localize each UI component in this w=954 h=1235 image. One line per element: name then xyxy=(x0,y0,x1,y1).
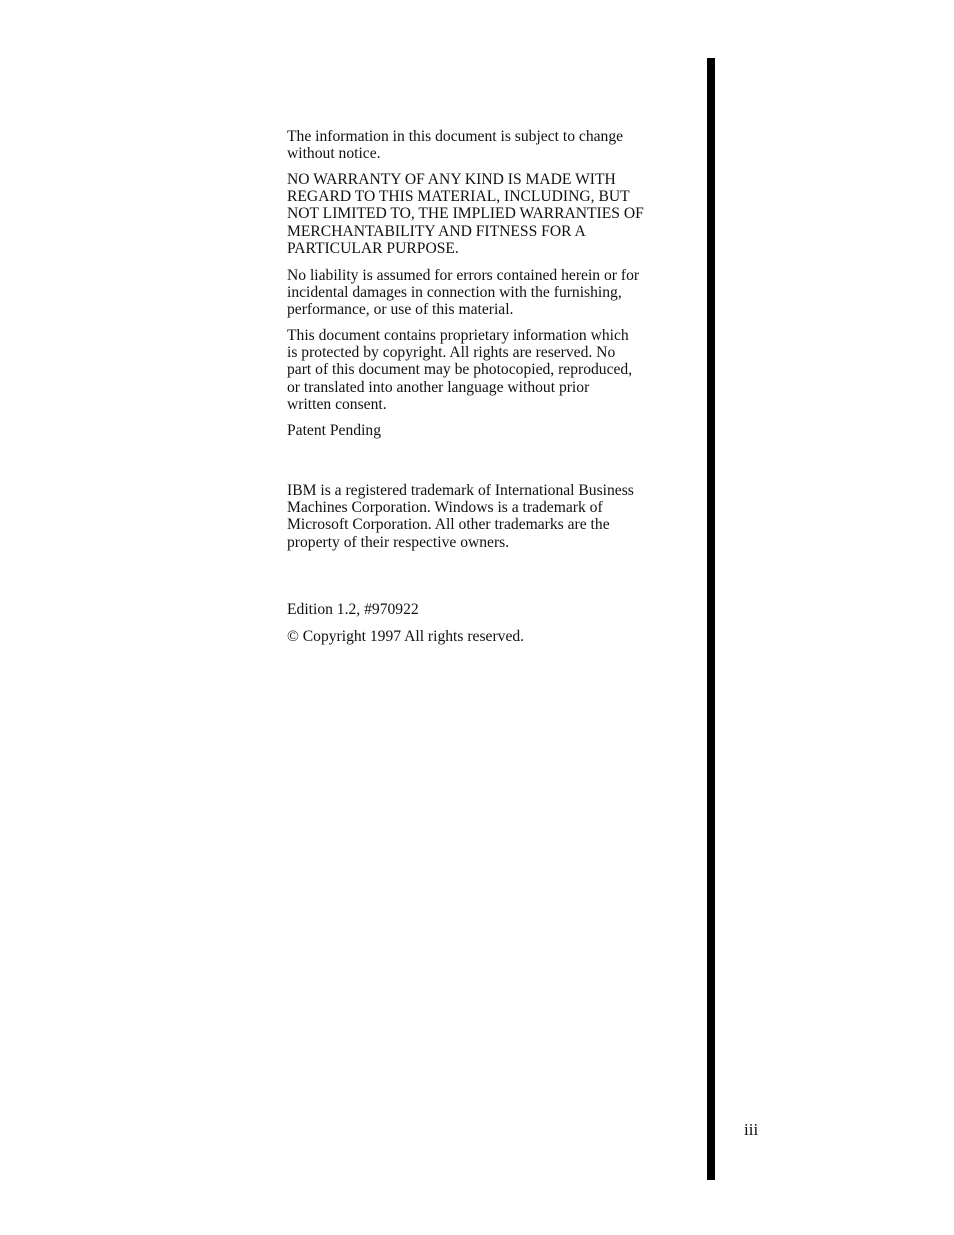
page-number: iii xyxy=(744,1120,759,1139)
proprietary-paragraph: This document contains proprietary information which is protected by copyright. All rights are reserved. No part of this document may be photocopied, reproduced, or translated into another language without prior written consent. xyxy=(287,327,633,413)
change-notice-paragraph: The information in this document is subject to change without notice. xyxy=(287,128,624,163)
edition-line: Edition 1.2, #970922 xyxy=(287,601,419,618)
trademark-paragraph: IBM is a registered trademark of International Business Machines Corporation. Windows is a trademark of Microsoft Corporation. All other trademarks are the property of their respective owners. xyxy=(287,482,634,551)
copyright-line: © Copyright 1997 All rights reserved. xyxy=(287,628,525,645)
liability-paragraph: No liability is assumed for errors contained herein or for incidental damages in connection with the furnishing, performance, or use of this material. xyxy=(287,267,640,319)
warranty-disclaimer-paragraph: NO WARRANTY OF ANY KIND IS MADE WITH REGARD TO THIS MATERIAL, INCLUDING, BUT NOT LIMITED TO, THE IMPLIED WARRANTIES OF MERCHANTABILITY AND FITNESS FOR A PARTICULAR PURPOSE. xyxy=(287,171,644,257)
patent-pending-paragraph: Patent Pending xyxy=(287,422,381,439)
margin-bar xyxy=(707,58,715,1180)
